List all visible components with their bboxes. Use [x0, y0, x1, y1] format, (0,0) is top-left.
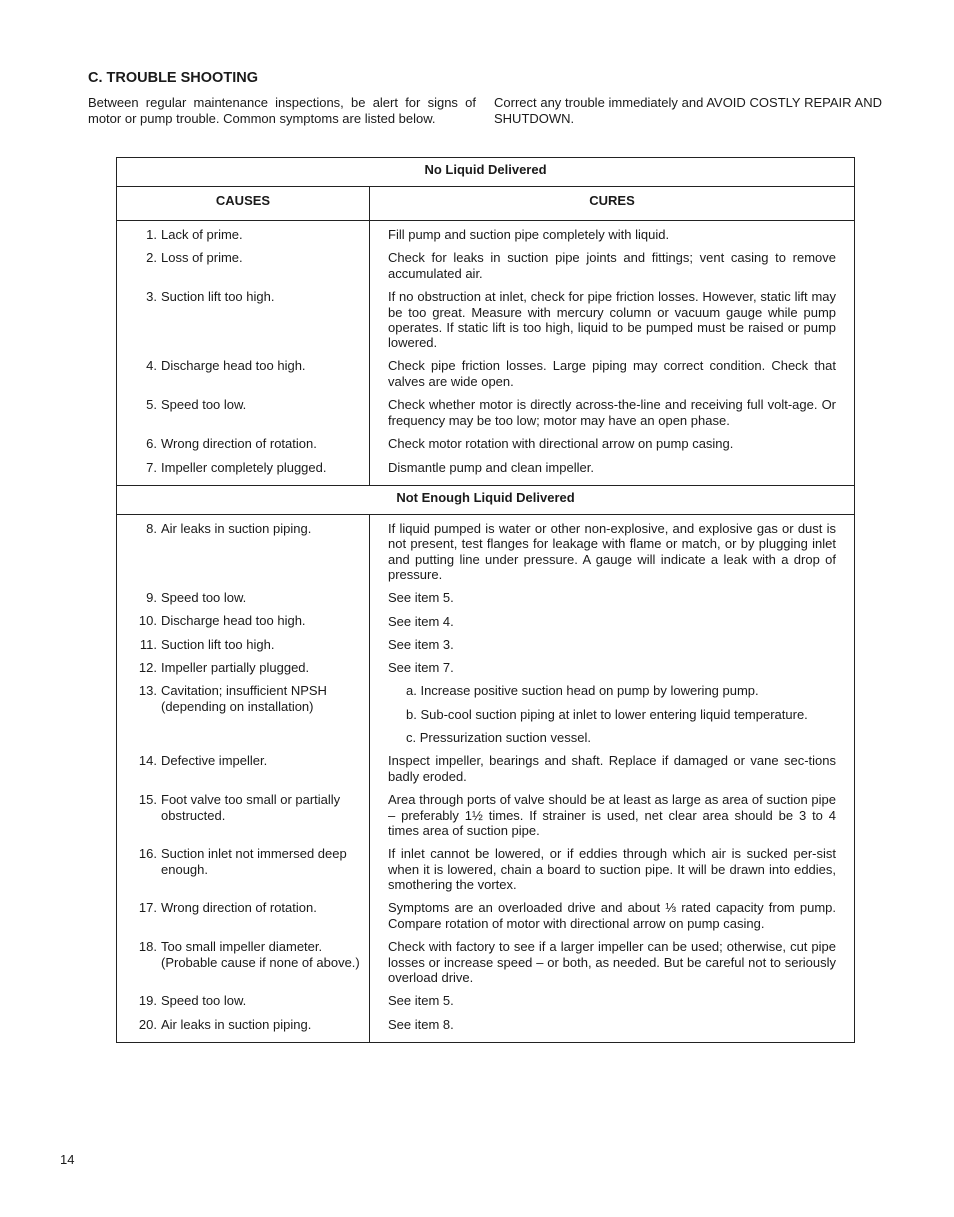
cause-number: 5.: [146, 397, 157, 413]
cause-number: 8.: [146, 521, 157, 537]
cause-number: 6.: [146, 436, 157, 452]
cause-text: Suction lift too high.: [161, 289, 275, 305]
cause-text: Wrong direction of rotation.: [161, 900, 317, 916]
cause-item: [117, 993, 365, 1008]
cause-text: Wrong direction of rotation.: [161, 436, 317, 452]
cause-item: [117, 939, 365, 985]
cause-text: Impeller partially plugged.: [161, 659, 310, 675]
cure-group: [388, 1017, 836, 1032]
cause-number: 12.: [138, 659, 157, 675]
cure-text: Symptoms are an overloaded drive and about ⅓ rated capacity from pump. Compare rotation of motor with directional arrow on pump casing.: [388, 900, 837, 931]
cure-group: [388, 993, 836, 1008]
cause-number: 15.: [138, 792, 157, 808]
cause-text: Discharge head too high.: [161, 358, 306, 374]
cause-text: Speed too low.: [161, 993, 247, 1009]
cause-number: 11.: [139, 636, 157, 652]
cause-item: [117, 289, 365, 350]
causes-column-header: CAUSES: [117, 187, 370, 221]
cause-item: [117, 846, 365, 892]
cure-group: [388, 289, 836, 350]
cure-group: [388, 590, 836, 605]
cause-item: [117, 683, 365, 745]
section-title: C. TROUBLE SHOOTING: [88, 70, 258, 86]
section2-causes-cell: [117, 515, 370, 1043]
page-number: 14: [60, 1152, 75, 1167]
cause-item: [117, 900, 365, 931]
cause-number: 9.: [146, 590, 157, 606]
cause-item: [117, 590, 365, 605]
cause-number: 7.: [146, 459, 157, 475]
cause-text: Impeller completely plugged.: [161, 459, 327, 475]
intro-paragraph-right: Correct any trouble immediately and AVOID COSTLY REPAIR AND SHUTDOWN.: [494, 95, 882, 126]
cause-number: 1.: [146, 227, 157, 242]
cause-text: Foot valve too small or partially obstructed.: [161, 792, 341, 823]
cause-number: 16.: [138, 846, 157, 862]
cause-item: [117, 460, 365, 475]
cause-text: Suction lift too high.: [161, 636, 275, 652]
cure-text: If no obstruction at inlet, check for pipe friction losses. However, static lift may be too great. Measure with mercury column or vacuum gauge while pump operates. If static lift is too high, liquid to be pumped must be raised or pump lowered.: [388, 289, 837, 351]
section2-rows: [117, 515, 855, 1043]
cure-text: Fill pump and suction pipe completely with liquid.: [388, 227, 670, 242]
cause-text: Discharge head too high.: [161, 613, 306, 629]
cure-text: Area through ports of valve should be at least as large as area of suction pipe – preferably 1½ times. If strainer is used, net clear area should be 3 to 4 times area of suction pipe.: [388, 792, 837, 839]
cure-text: If inlet cannot be lowered, or if eddies through which air is sucked per-sist when it is lowered, chain a board to suction pipe. It will be drawn into eddies, smothering the vortex.: [388, 846, 837, 893]
cure-group: [388, 792, 836, 838]
cause-item: [117, 397, 365, 428]
cause-item: [117, 753, 365, 784]
cause-text: Air leaks in suction piping.: [161, 1016, 312, 1032]
cause-item: [117, 227, 365, 242]
cure-group: [388, 614, 836, 629]
cure-group: [388, 227, 836, 242]
cure-group: [388, 753, 836, 784]
cure-text: Check whether motor is directly across-the-line and receiving full volt-age. Or frequency may be too low; motor may have an open phase.: [388, 397, 837, 428]
troubleshooting-table: [116, 157, 855, 1043]
cause-text: Air leaks in suction piping.: [161, 521, 312, 537]
cause-item: [117, 358, 365, 389]
cause-text: Suction inlet not immersed deep enough.: [161, 846, 347, 877]
cure-text: See item 4.: [388, 613, 454, 629]
cause-item: [117, 1017, 365, 1032]
cure-text: See item 3.: [388, 636, 454, 652]
cure-text: c. Pressurization suction vessel.: [406, 730, 591, 746]
cure-group: [388, 939, 836, 985]
cause-number: 10.: [138, 613, 157, 629]
cause-number: 18.: [138, 939, 157, 955]
section-header-not-enough-liquid: Not Enough Liquid Delivered: [117, 486, 855, 515]
cause-number: 2.: [146, 250, 157, 266]
cure-text: Inspect impeller, bearings and shaft. Replace if damaged or vane sec-tions badly eroded.: [388, 753, 837, 784]
cure-group: [388, 460, 836, 475]
cause-text: Too small impeller diameter. (Probable cause if none of above.): [161, 939, 360, 970]
cure-group: [388, 900, 836, 931]
section1-cures-cell: [370, 221, 855, 486]
cause-number: 19.: [138, 993, 157, 1009]
cause-text: Lack of prime.: [161, 227, 243, 242]
cause-item: [117, 250, 365, 281]
cure-group: [388, 250, 836, 281]
cure-text: Dismantle pump and clean impeller.: [388, 459, 594, 475]
section2-cures-cell: [370, 515, 855, 1043]
cause-item: [117, 792, 365, 838]
section1-rows: [117, 221, 855, 486]
cure-group: [388, 436, 836, 451]
cause-number: 17.: [138, 900, 157, 916]
cause-text: Loss of prime.: [161, 250, 243, 266]
cause-item: [117, 521, 365, 582]
cure-text: Check pipe friction losses. Large piping may correct condition. Check that valves are wide open.: [388, 358, 837, 389]
cause-text: Speed too low.: [161, 397, 247, 413]
cure-text: Check for leaks in suction pipe joints and fittings; vent casing to remove accumulated air.: [388, 250, 837, 281]
cause-number: 20.: [138, 1016, 157, 1032]
cause-text: Cavitation; insufficient NPSH (depending on installation): [161, 683, 327, 714]
cause-item: [117, 660, 365, 675]
cure-text: a. Increase positive suction head on pump by lowering pump.: [406, 683, 759, 699]
cause-number: 13.: [138, 683, 157, 699]
cure-group: [388, 637, 836, 652]
cure-group: [388, 683, 836, 745]
cause-item: [117, 436, 365, 451]
intro-paragraph-left: Between regular maintenance inspections, be alert for signs of motor or pump trouble. Common symptoms are listed below.: [88, 95, 476, 126]
cure-text: See item 5.: [388, 590, 454, 606]
cause-number: 4.: [146, 358, 157, 374]
cure-group: [388, 358, 836, 389]
cause-number: 3.: [146, 289, 157, 305]
cure-group: [388, 397, 836, 428]
cure-text: See item 8.: [388, 1016, 454, 1032]
cure-group: [388, 660, 836, 675]
cure-text: Check with factory to see if a larger impeller can be used; otherwise, cut pipe losses or increase speed – or both, as needed. But be careful not to seriously overload drive.: [388, 939, 837, 986]
cure-text: See item 5.: [388, 993, 454, 1009]
cures-column-header: CURES: [370, 187, 855, 221]
section1-causes-cell: [117, 221, 370, 486]
cure-text: If liquid pumped is water or other non-explosive, and explosive gas or dust is not present, test flanges for leakage with flame or match, or by plugging inlet and putting line under pressure. A gauge will indicate a leak with a drop of pressure.: [388, 521, 837, 582]
cure-text: b. Sub-cool suction piping at inlet to lower entering liquid temperature.: [406, 706, 808, 722]
cure-group: [388, 521, 836, 582]
cause-text: Speed too low.: [161, 590, 247, 606]
section-header-no-liquid: No Liquid Delivered: [117, 158, 855, 187]
cause-number: 14.: [138, 753, 157, 769]
cure-text: See item 7.: [388, 660, 454, 676]
cure-text: Check motor rotation with directional arrow on pump casing.: [388, 436, 734, 452]
cause-item: [117, 613, 365, 628]
cure-group: [388, 846, 836, 892]
cause-text: Defective impeller.: [161, 753, 268, 769]
cause-item: [117, 637, 365, 652]
